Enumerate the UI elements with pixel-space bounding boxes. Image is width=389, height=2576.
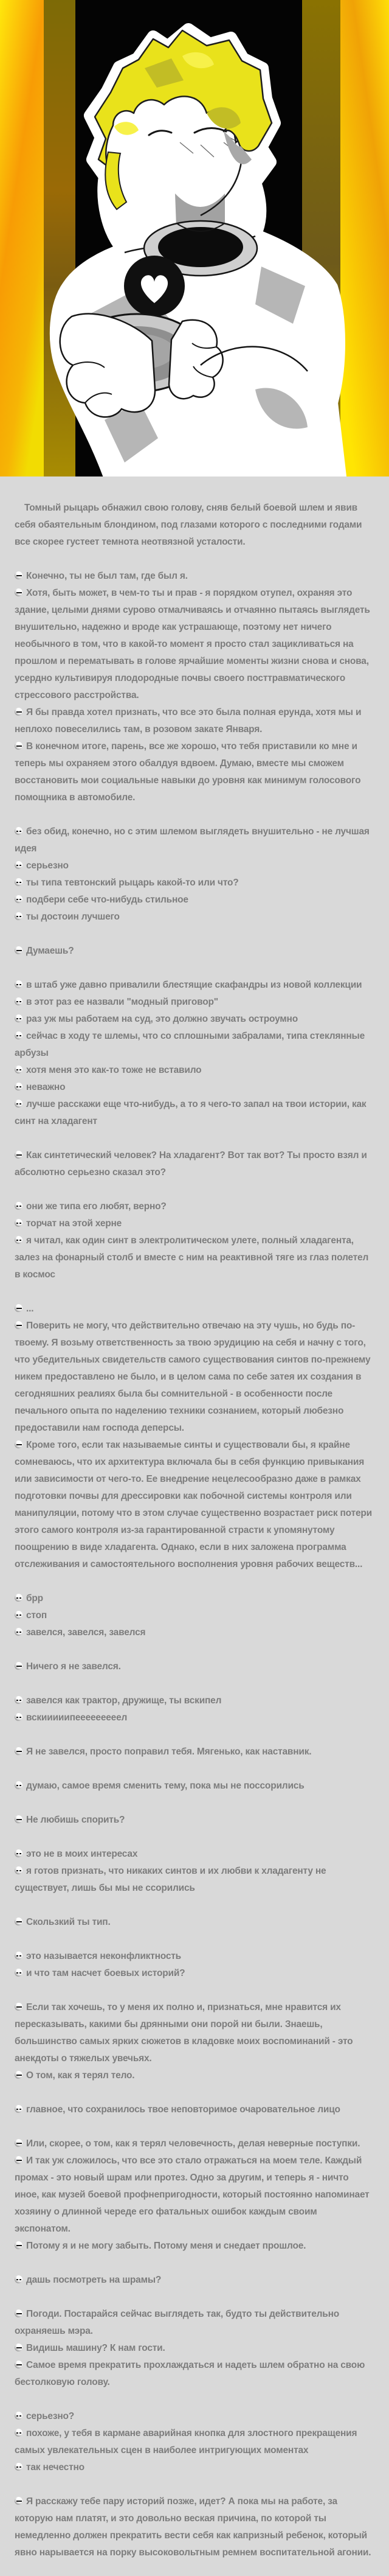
dialogue-message xyxy=(15,1948,374,1965)
dialogue-group-partner xyxy=(15,1692,374,1726)
dialogue-message xyxy=(15,2135,374,2152)
dialogue-message xyxy=(15,1437,374,1573)
dialogue-message xyxy=(15,2272,374,2289)
partner-avatar-icon xyxy=(15,1952,22,1960)
knight-avatar-icon xyxy=(15,1151,22,1159)
dialogue-group-partner xyxy=(15,2101,374,2118)
partner-avatar-icon xyxy=(15,1066,22,1073)
dialogue-message xyxy=(15,1914,374,1931)
dialogue-message xyxy=(15,994,374,1011)
knight-avatar-icon xyxy=(15,2139,22,2147)
message-text: главное, что сохранилось твое неповторимое очаровательное лицо xyxy=(26,2104,340,2115)
dialogue-message xyxy=(15,1812,374,1829)
dialogue-group-knight xyxy=(15,2493,374,2561)
message-text: В конечном итоге, парень, все же хорошо, что тебя приставили ко мне и теперь мы охраняем этого обалдуя вдвоем. Думаю, вместе мы сможем восстановить мои социальные навыки до уровня как минимум голосового помощника в автомобиле. xyxy=(15,741,361,803)
dialogue-group-knight xyxy=(15,2135,374,2255)
dialogue-message xyxy=(15,1846,374,1863)
knight-avatar-icon xyxy=(15,2241,22,2249)
partner-avatar-icon xyxy=(15,1781,22,1789)
partner-avatar-icon xyxy=(15,1100,22,1108)
message-text: Не любишь спорить? xyxy=(26,1815,125,1825)
dialogue-message xyxy=(15,1744,374,1761)
knight-avatar-icon xyxy=(15,1662,22,1670)
message-text: без обид, конечно, но с этим шлемом выглядеть внушительно - не лучшая идея xyxy=(15,826,370,854)
dialogue-message xyxy=(15,1147,374,1181)
dialogue-group-knight xyxy=(15,1300,374,1573)
message-text: я читал, как один синт в электролитическом улете, полный хладагента, залез на фонарный столб и вместе с ним на реактивной тяге из глаз полетел в космос xyxy=(15,1235,369,1280)
partner-avatar-icon xyxy=(15,2275,22,2283)
partner-avatar-icon xyxy=(15,997,22,1005)
message-text: серьезно xyxy=(26,860,69,871)
message-text: ты типа тевтонский рыцарь какой-то или что? xyxy=(26,878,239,888)
story-log xyxy=(0,476,389,2576)
dialogue-message xyxy=(15,1590,374,1607)
dialogue-message xyxy=(15,857,374,874)
knight-avatar-icon xyxy=(15,571,22,579)
dialogue-message xyxy=(15,1062,374,1079)
dialogue-message xyxy=(15,2425,374,2459)
partner-avatar-icon xyxy=(15,895,22,903)
dialogue-message xyxy=(15,1300,374,1318)
knight-avatar-icon xyxy=(15,1918,22,1925)
dialogue-message xyxy=(15,909,374,926)
partner-avatar-icon xyxy=(15,2412,22,2420)
partner-avatar-icon xyxy=(15,1202,22,1210)
message-text: Я расскажу тебе пару историй позже, идет? А пока мы на работе, за которую нам платят, и это довольно веская причина, по которой ты немедленно должен прекратить вести себя как капризный ребенок, который явно нарывается на порку высоковольтным ремнем воспитательной агонии. xyxy=(15,2496,371,2558)
dialogue-message xyxy=(15,585,374,704)
dialogue-message xyxy=(15,2238,374,2255)
dialogue-message xyxy=(15,1999,374,2067)
dialogue-message xyxy=(15,1011,374,1028)
dialogue-group-knight xyxy=(15,1658,374,1675)
partner-avatar-icon xyxy=(15,912,22,920)
message-text: Погоди. Постарайся сейчас выглядеть так, будто ты действительно охраняешь мэра. xyxy=(15,2309,340,2336)
narration-paragraph: Томный рыцарь обнажил свою голову, сняв белый боевой шлем и явив себя обаятельным блондином, под глазами которого с последними годами все скорее густеет темнота неотвязной усталости. xyxy=(15,503,362,547)
message-text: Я бы правда хотел признать, что все это была полная ерунда, хотя мы и неплохо повеселились там, в розовом закате Января. xyxy=(15,707,362,735)
knight-artwork xyxy=(0,0,389,476)
knight-avatar-icon xyxy=(15,1747,22,1755)
dialogue-group-partner xyxy=(15,977,374,1130)
message-text: серьезно? xyxy=(26,2411,75,2421)
message-text: Скользкий ты тип. xyxy=(26,1917,111,1927)
message-text: ... xyxy=(26,1304,34,1314)
knight-avatar-icon xyxy=(15,588,22,596)
dialogue-group-knight xyxy=(15,1744,374,1761)
dialogue-message xyxy=(15,943,374,960)
partner-avatar-icon xyxy=(15,878,22,886)
dialogue-message xyxy=(15,1607,374,1624)
dialogue-message xyxy=(15,1028,374,1062)
dialogue-message xyxy=(15,977,374,994)
dialogue-message xyxy=(15,2067,374,2084)
knight-avatar-icon xyxy=(15,946,22,954)
message-text: Я не завелся, просто поправил тебя. Мягенько, как наставник. xyxy=(26,1747,312,1757)
message-text: брр xyxy=(26,1593,43,1604)
message-text: О том, как я терял тело. xyxy=(26,2070,135,2081)
dialogue-group-partner xyxy=(15,1198,374,1283)
knight-avatar-icon xyxy=(15,2003,22,2011)
message-text: они же типа его любят, верно? xyxy=(26,1201,167,1212)
partner-avatar-icon xyxy=(15,1219,22,1227)
dialogue-message xyxy=(15,1198,374,1215)
dialogue xyxy=(15,568,374,2561)
dialogue-message xyxy=(15,2493,374,2561)
dialogue-message xyxy=(15,1965,374,1982)
dialogue-message xyxy=(15,1863,374,1897)
dialogue-message xyxy=(15,1778,374,1795)
partner-avatar-icon xyxy=(15,2429,22,2437)
knight-avatar-icon xyxy=(15,2344,22,2351)
dialogue-message xyxy=(15,823,374,857)
dialogue-message xyxy=(15,2101,374,2118)
partner-avatar-icon xyxy=(15,861,22,869)
message-text: Видишь машину? К нам гости. xyxy=(26,2343,165,2353)
partner-avatar-icon xyxy=(15,1866,22,1874)
message-text: и что там насчет боевых историй? xyxy=(26,1968,185,1978)
dialogue-message xyxy=(15,2357,374,2391)
knight-avatar-icon xyxy=(15,1815,22,1823)
knight-avatar-icon xyxy=(15,2309,22,2317)
partner-avatar-icon xyxy=(15,1611,22,1619)
message-text: Ничего я не завелся. xyxy=(26,1661,121,1672)
message-text: я готов признать, что никаких синтов и их любви к хладагенту не существует, лишь бы мы не ссорились xyxy=(15,1866,326,1893)
dialogue-message xyxy=(15,2459,374,2476)
partner-avatar-icon xyxy=(15,1031,22,1039)
dialogue-group-partner xyxy=(15,1590,374,1641)
dialogue-message xyxy=(15,892,374,909)
message-text: дашь посмотреть на шрамы? xyxy=(26,2275,162,2285)
stripe-yellow-right xyxy=(340,0,389,476)
dialogue-group-knight xyxy=(15,2306,374,2391)
dialogue-message xyxy=(15,2306,374,2340)
message-text: Поверить не могу, что действительно отвечаю на эту чушь, но будь по-твоему. Я возьму ответственность за твою эрудицию на себя и начну с того, что убедительных свидетельств самого существования синтов по-прежнему никем предоставлено не было, и в целом сама по себе затея их создания в сегодняшних реалиях была бы сомнительной - в особенности после печального опыта по наделению техники сознанием, который любезно предоставили нам господа деперсы. xyxy=(15,1321,371,1433)
dialogue-message xyxy=(15,1709,374,1726)
partner-avatar-icon xyxy=(15,980,22,988)
knight-avatar-icon xyxy=(15,2361,22,2368)
dialogue-message xyxy=(15,1624,374,1641)
message-text: так нечестно xyxy=(26,2462,84,2473)
partner-avatar-icon xyxy=(15,1236,22,1244)
knight-avatar-icon xyxy=(15,708,22,716)
partner-avatar-icon xyxy=(15,2463,22,2471)
stripe-yellow-left xyxy=(0,0,44,476)
dialogue-message xyxy=(15,1658,374,1675)
message-text: ты достоин лучшего xyxy=(26,912,120,922)
message-text: торчат на этой херне xyxy=(26,1218,122,1229)
knight-avatar-icon xyxy=(15,2497,22,2505)
dialogue-group-knight xyxy=(15,943,374,960)
dialogue-message xyxy=(15,1232,374,1283)
partner-avatar-icon xyxy=(15,1696,22,1704)
hero-illustration xyxy=(0,0,389,476)
partner-avatar-icon xyxy=(15,827,22,835)
knight-avatar-icon xyxy=(15,1321,22,1329)
partner-avatar-icon xyxy=(15,1969,22,1977)
dialogue-group-partner xyxy=(15,2272,374,2289)
dialogue-message xyxy=(15,2340,374,2357)
message-text: стоп xyxy=(26,1610,47,1621)
knight-avatar-icon xyxy=(15,742,22,750)
dialogue-group-knight xyxy=(15,1147,374,1181)
dialogue-message xyxy=(15,1079,374,1096)
message-text: подбери себе что-нибудь стильное xyxy=(26,895,188,905)
partner-avatar-icon xyxy=(15,1014,22,1022)
partner-avatar-icon xyxy=(15,2105,22,2113)
message-text: это называется неконфликтность xyxy=(26,1951,181,1961)
dialogue-message xyxy=(15,874,374,892)
message-text: Хотя, быть может, в чем-то ты и прав - я порядком отупел, охраняя это здание, целыми днями сурово отмалчиваясь и отчаянно пытаясь выглядеть внушительно, надежно и вроде как устрашающе, поэтому нет ничего необычного в том, что в какой-то момент я просто стал зацикливаться на прошлом и перематывать в голове ярчайшие моменты жизни снова и снова, усердно культивируя плодородные почвы своего посттравматического стрессового расстройства. xyxy=(15,588,370,700)
partner-avatar-icon xyxy=(15,1628,22,1636)
message-text: раз уж мы работаем на суд, это должно звучать остроумно xyxy=(26,1014,298,1024)
message-text: сейчас в ходу те шлемы, что со сплошными забралами, типа стеклянные арбузы xyxy=(15,1031,365,1058)
message-text: в штаб уже давно привалили блестящие скафандры из новой коллекции xyxy=(26,980,362,990)
message-text: неважно xyxy=(26,1082,66,1092)
partner-avatar-icon xyxy=(15,1849,22,1857)
message-text: Или, скорее, о том, как я терял человечность, делая неверные поступки. xyxy=(26,2138,360,2149)
message-text: в этот раз ее назвали "модный приговор" xyxy=(26,997,218,1007)
message-text: вскииииипееееееееел xyxy=(26,1712,128,1723)
partner-avatar-icon xyxy=(15,1594,22,1602)
message-text: Кроме того, если так называемые синты и существовали бы, я крайне сомневаюсь, что их архитектура включала бы в себя функцию привыкания или зависимости от чего-то. Ее внедрение нецелесообразно даже в рамках подготовки почвы для дрессировки как побочной системы контроля или манипуляции, потому что в этом случае существенно возрастает риск потери этого самого контроля из-за гарантированной страсти к упомянутому поощрению в виде хладагента. Однако, если в них заложена программа отслеживания и самостоятельного восполнения уровня рабочих веществ... xyxy=(15,1440,372,1569)
dialogue-group-knight xyxy=(15,1999,374,2084)
dialogue-group-knight xyxy=(15,1812,374,1829)
message-text: Если так хочешь, то у меня их полно и, признаться, мне нравится их пересказывать, какими бы дрянными они порой ни были. Знаешь, большинство самых ярких сюжетов в кладовке моих воспоминаний - это анекдоты о тяжелых увечьях. xyxy=(15,2002,353,2064)
message-text: думаю, самое время сменить тему, пока мы не поссорились xyxy=(26,1781,305,1791)
dialogue-message xyxy=(15,738,374,806)
dialogue-group-partner xyxy=(15,1778,374,1795)
dialogue-message xyxy=(15,704,374,738)
message-text: Как синтетический человек? На хладагент? Вот так вот? Ты просто взял и абсолютно серьезно сказал это? xyxy=(15,1150,367,1178)
knight-avatar-icon xyxy=(15,2156,22,2164)
message-text: Потому я и не могу забыть. Потому меня и снедает прошлое. xyxy=(26,2241,306,2251)
message-text: завелся как трактор, дружище, ты вскипел xyxy=(26,1695,222,1706)
dialogue-group-partner xyxy=(15,823,374,926)
dialogue-group-knight xyxy=(15,1914,374,1931)
dialogue-group-partner xyxy=(15,1948,374,1982)
partner-avatar-icon xyxy=(15,1083,22,1091)
dialogue-message xyxy=(15,1692,374,1709)
dialogue-message xyxy=(15,1096,374,1130)
dialogue-message xyxy=(15,2408,374,2425)
message-text: Самое время прекратить прохлаждаться и надеть шлем обратно на свою бестолковую голову. xyxy=(15,2360,365,2387)
dialogue-group-partner xyxy=(15,1846,374,1897)
message-text: завелся, завелся, завелся xyxy=(26,1627,146,1638)
dialogue-message xyxy=(15,1318,374,1437)
message-text: Думаешь? xyxy=(26,946,74,956)
knight-avatar-icon xyxy=(15,1304,22,1312)
dialogue-group-knight xyxy=(15,568,374,806)
knight-avatar-icon xyxy=(15,1440,22,1448)
message-text: хотя меня это как-то тоже не вставило xyxy=(26,1065,202,1075)
dialogue-message xyxy=(15,1215,374,1232)
message-text: И так уж сложилось, что все это стало отражаться на моем теле. Каждый промах - это новый шрам или протез. Одно за другим, и теперь я - ничто иное, как музей боевой профнепригодности, который постоянно напоминает хозяину о длинной череде его фатальных ошибок каждым своим экспонатом. xyxy=(15,2155,370,2234)
message-text: Конечно, ты не был там, где был я. xyxy=(26,571,188,581)
dialogue-group-partner xyxy=(15,2408,374,2476)
message-text: похоже, у тебя в кармане аварийная кнопка для злостного прекращения самых увлекательных сцен в наиболее интригующих моментах xyxy=(15,2428,357,2456)
partner-avatar-icon xyxy=(15,1713,22,1721)
dialogue-message xyxy=(15,2152,374,2238)
knight-avatar-icon xyxy=(15,2071,22,2079)
message-text: лучше расскажи еще что-нибудь, а то я чего-то запал на твои истории, как синт на хладагент xyxy=(15,1099,367,1126)
dialogue-message xyxy=(15,568,374,585)
message-text: это не в моих интересах xyxy=(26,1849,138,1859)
